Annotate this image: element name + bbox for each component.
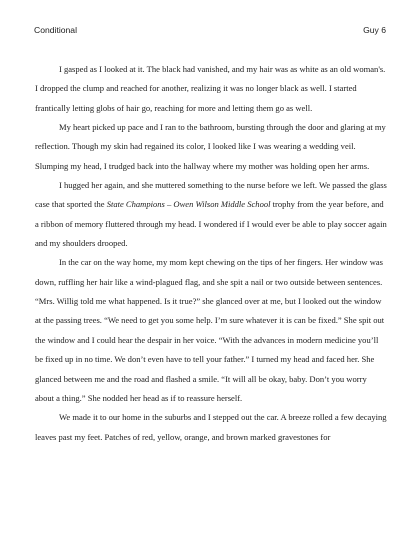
paragraph: We made it to our home in the suburbs and I stepped out the car. A breeze rolled a few decaying leaves past my feet. Patches of red, yellow, orange, and brown marked gravestones for <box>35 412 387 442</box>
paragraph: In the car on the way home, my mom kept chewing on the tips of her fingers. Her window was down, ruffling her hair like a wind-plagued flag, and she spit a nail or two outside between sentences. “Mrs. Willig told me what happened. Is it true?” she glanced over at me, but I looked out the window at the passing trees. “We need to get you some help. I’m sure whatever it is can be fixed.” She spit out the window and I could hear the despair in her voice. “With the advances in modern medicine you’ll be fixed up in no time. We don’t even have to tell your father.” I turned my head and faced her. She glanced between me and the road and flashed a smile. “It will all be okay, baby. Don’t you worry about a thing.” She nodded her head as if to reassure herself. <box>35 257 385 403</box>
paragraph-text: I hugged her again, and she muttered something to the nurse before we left. We passed the glass case that sported the <box>35 180 387 210</box>
trophy-title: State Champions – Owen Wilson Middle School <box>106 199 271 210</box>
paragraph-text: trophy from the year before, and a ribbon of memory fluttered through my head. I wondered if I would ever be able to play soccer again and my shoulders drooped. <box>35 199 387 249</box>
paragraph: My heart picked up pace and I ran to the bathroom, bursting through the door and glaring at my reflection. Though my skin had regained its color, I looked like I was wearing a wedding veil. Slumping my head, I trudged back into the hallway where my mother was holding open her arms. <box>35 122 386 171</box>
header-title: Conditional <box>34 25 77 35</box>
body-text <box>35 60 387 447</box>
paragraph: I gasped as I looked at it. The black had vanished, and my hair was as white as an old woman's. I dropped the clump and reached for another, realizing it was no longer black as well. I started frantically letting globs of hair go, reaching for more and letting them go as well. <box>35 64 386 113</box>
paragraph <box>35 176 387 253</box>
running-header <box>34 23 386 37</box>
header-page-label: Guy 6 <box>363 25 386 35</box>
